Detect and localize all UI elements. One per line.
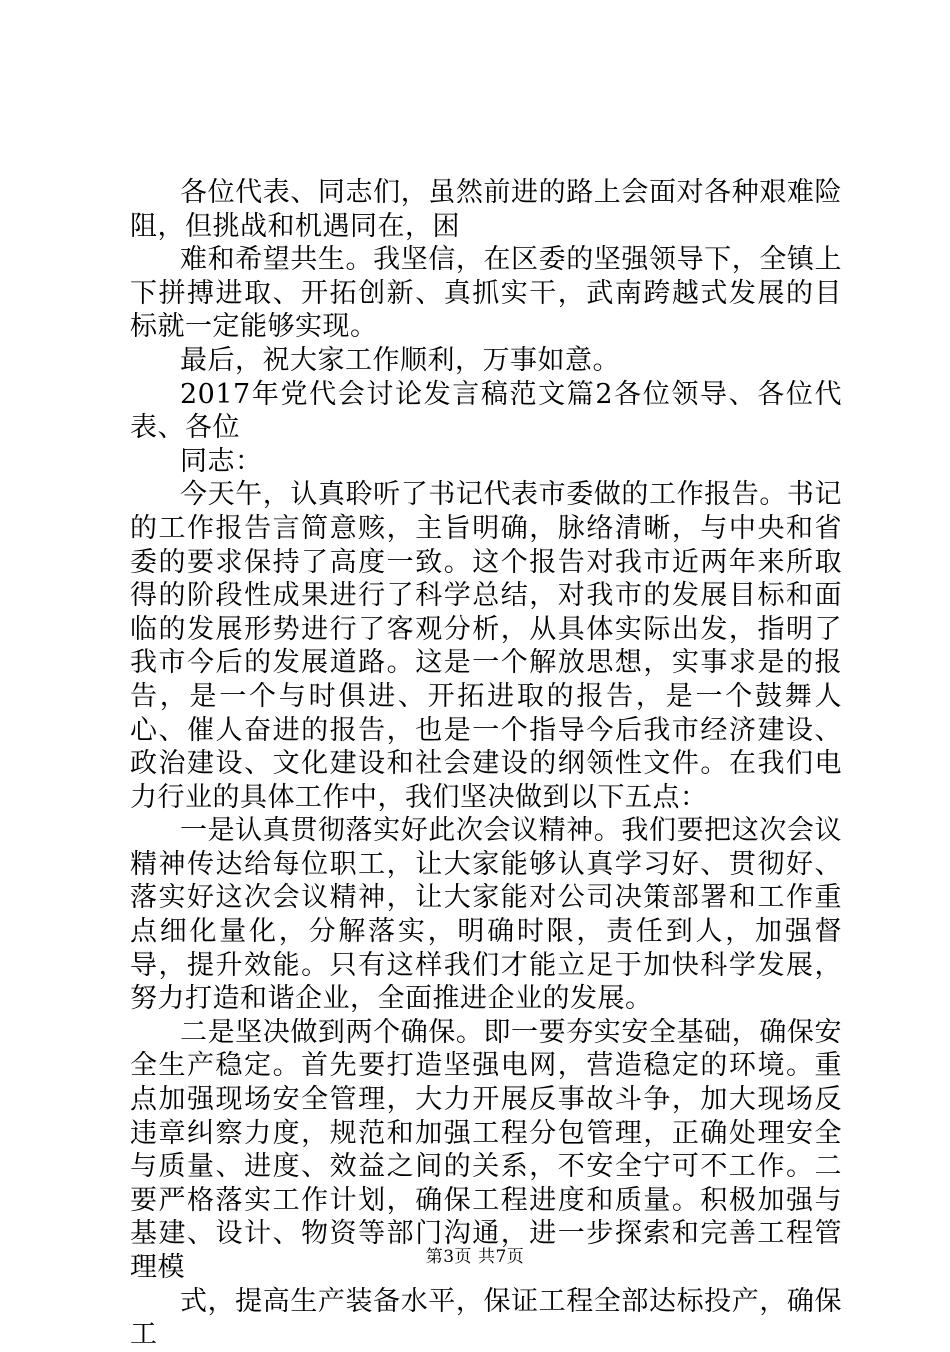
paragraph: 难和希望共生。我坚信，在区委的坚强领导下，全镇上下拼搏进取、开拓创新、真抓实干，武南跨越式发展的目标就一定能够实现。 xyxy=(130,244,842,343)
paragraph: 一是认真贯彻落实好此次会议精神。我们要把这次会议精神传达给每位职工，让大家能够认真学习好、贯彻好、落实好这次会议精神，让大家能对公司决策部署和工作重点细化量化，分解落实，明确时限，责任到人，加强督导，提升效能。只有这样我们才能立足于加快科学发展，努力打造和谐企业，全面推进企业的发展。 xyxy=(130,815,842,1015)
paragraph: 最后，祝大家工作顺利，万事如意。 xyxy=(180,344,620,376)
paragraph: 2017年党代会讨论发言稿范文篇2各位领导、各位代表、各位 xyxy=(130,378,842,444)
page-number: 第3页 共7页 xyxy=(425,1247,525,1267)
page-footer xyxy=(0,1242,950,1267)
paragraph: 二是坚决做到两个确保。即一要夯实安全基础，确保安全生产稳定。首先要打造坚强电网，营造稳定的环境。重点加强现场安全管理，大力开展反事故斗争，加大现场反违章纠察力度，规范和加强工程分包管理，正确处理安全与质量、进度、效益之间的关系，不安全宁可不工作。二要严格落实工作计划，确保工程进度和质量。积极加强与基建、设计、物资等部门沟通，进一步探索和完善工程管理模 xyxy=(130,1016,842,1283)
paragraph: 今天午，认真聆听了书记代表市委做的工作报告。书记的工作报告言简意赅，主旨明确，脉络清晰，与中央和省委的要求保持了高度一致。这个报告对我市近两年来所取得的阶段性成果进行了科学总结，对我市的发展目标和面临的发展形势进行了客观分析，从具体实际出发，指明了我市今后的发展道路。这是一个解放思想，实事求是的报告，是一个与时俱进、开拓进取的报告，是一个鼓舞人心、催人奋进的报告，也是一个指导今后我市经济建设、政治建设、文化建设和社会建设的纲领性文件。在我们电力行业的具体工作中，我们坚决做到以下五点： xyxy=(130,479,842,813)
paragraph: 各位代表、同志们，虽然前进的路上会面对各种艰难险阻，但挑战和机遇同在，困 xyxy=(130,177,842,242)
paragraph: 式，提高生产装备水平，保证工程全部达标投产，确保工 xyxy=(130,1285,842,1351)
paragraph: 同志： xyxy=(180,445,263,477)
document-body xyxy=(130,176,842,1352)
